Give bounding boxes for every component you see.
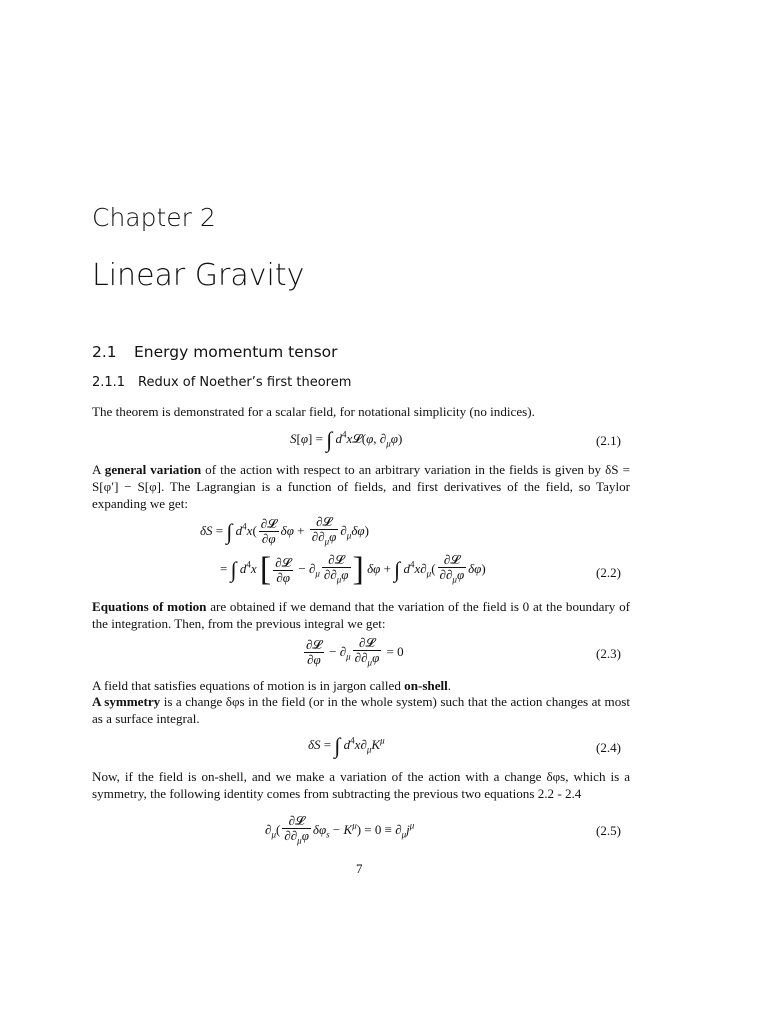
equation-number-2-5: (2.5) <box>596 823 621 838</box>
section-heading <box>92 343 338 361</box>
equation-2-4: δS = ∫ $d^4x\partial_\mu K^\mu$ <box>308 733 385 758</box>
equation-2-2-line-1: δS = ∫ $d^4x$( $\frac{\text{∂𝓛}}{\partial\varphi}$ δφ + $\frac{\text{∂𝓛}}{\partial\partial_\mu\varphi}$ $\partial_\mu\delta\varphi$) <box>200 514 369 547</box>
equation-2-5: $\partial_\mu$( $\frac{\text{∂𝓛}}{\partial\partial_\mu\varphi}$ $\delta\varphi_s - K^\mu) = 0 \equiv \partial_\mu j^\mu$ <box>265 813 415 846</box>
chapter-title: Linear Gravity <box>92 258 305 293</box>
paragraph-symmetry: A symmetry is a change δφs in the field (or in the whole system) such that the action changes at most as a surface integral. <box>92 694 630 726</box>
equation-2-3: $\frac{\text{∂𝓛}}{\partial\varphi}$ − $\partial_\mu$ $\frac{\text{∂𝓛}}{\partial\partial_\mu\varphi}$ = 0 <box>306 635 404 668</box>
equation-2-1: S[φ] = ∫ $d^4x𝓛(\varphi$, $\partial_\mu\varphi$) <box>290 427 403 452</box>
equation-number-2-4: (2.4) <box>596 740 621 755</box>
paragraph-noether-identity: Now, if the field is on-shell, and we make a variation of the action with a change δφs, which is a symmetry, the following identity comes from subtracting the previous two equations 2.2 - 2.4 <box>92 769 630 801</box>
page-number: 7 <box>356 861 363 876</box>
paragraph-on-shell: A field that satisfies equations of motion is in jargon called on-shell. <box>92 678 452 693</box>
subsection-number: 2.1.1 <box>92 375 126 390</box>
section-number: 2.1 <box>92 343 117 361</box>
paragraph-equations-of-motion: Equations of motion are obtained if we demand that the variation of the field is 0 at the boundary of the integration. Then, from the previous integral we get: <box>92 599 630 631</box>
equation-2-2-line-2: = ∫ $d^4x$ [ $\frac{\text{∂𝓛}}{\partial\varphi}$ − $\partial_\mu$ $\frac{\text{∂𝓛}}{\partial\partial_\mu\varphi}$ ] δφ + ∫ $d^4x\partial_\mu$( $\frac{\text{∂𝓛}}{\partial\partial_\mu\varphi}$ δφ) <box>220 551 486 588</box>
paragraph-general-variation: A general variation of the action with respect to an arbitrary variation in the fields is given by δS = S[φ′] − S[φ]. The Lagrangian is a function of fields, and first derivatives of the field, so Taylor expanding we get: <box>92 462 630 511</box>
equation-number-2-1: (2.1) <box>596 433 621 448</box>
chapter-label: Chapter 2 <box>92 203 216 232</box>
section-title: Energy momentum tensor <box>134 343 338 361</box>
equation-number-2-3: (2.3) <box>596 646 621 661</box>
subsection-title: Redux of Noether’s first theorem <box>138 375 352 390</box>
subsection-heading <box>92 375 351 390</box>
equation-number-2-2: (2.2) <box>596 565 621 580</box>
paragraph-intro: The theorem is demonstrated for a scalar field, for notational simplicity (no indices). <box>92 404 535 419</box>
